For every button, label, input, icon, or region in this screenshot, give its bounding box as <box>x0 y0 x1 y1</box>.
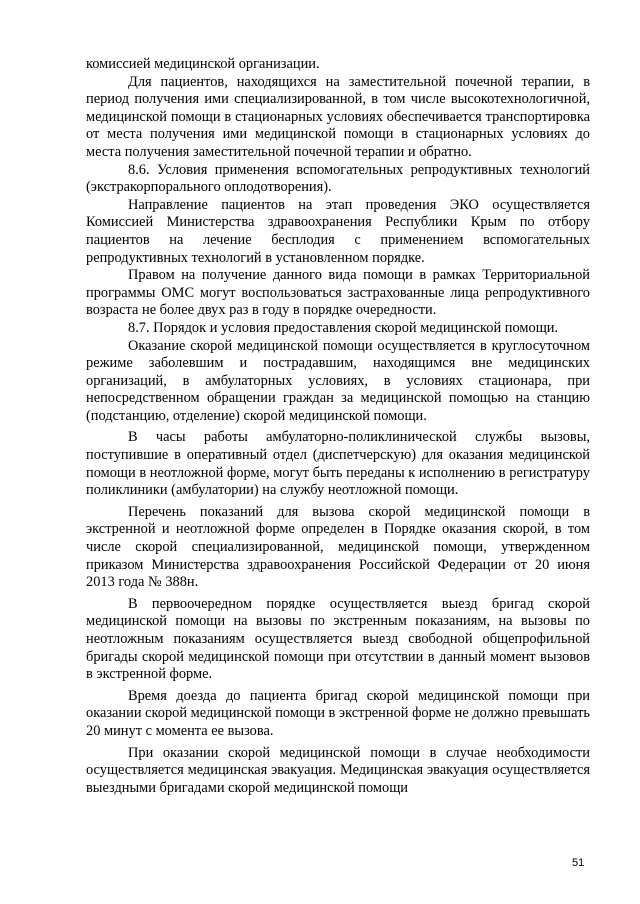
paragraph-10: В первоочередном порядке осуществляется выезд бригад скорой медицинской помощи на вызовы по экстренным показаниям, на вызовы по неотложным показаниям осуществляется выезд свободной общепрофильной бригады скорой медицинской помощи при отсутствии в данный момент вызовов в экстренной форме. <box>86 595 590 683</box>
paragraph-9: Перечень показаний для вызова скорой медицинской помощи в экстренной и неотложной форме определен в Порядке оказания скорой, в том числе скорой специализированной, медицинской помощи, утвержденном приказом Министерства здравоохранения Российской Федерации от 20 июня 2013 года № 388н. <box>86 503 590 591</box>
paragraph-1: комиссией медицинской организации. <box>86 56 320 72</box>
paragraph-11: Время доезда до пациента бригад скорой медицинской помощи при оказании скорой медицинской помощи в экстренной форме не должно превышать 20 минут с момента ее вызова. <box>86 687 590 739</box>
paragraph-8: В часы работы амбулаторно-поликлинической службы вызовы, поступившие в оперативный отдел (диспетчерскую) для оказания медицинской помощи в неотложной форме, могут быть переданы к исполнению в регистратуру поликлиники (амбулатории) на службу неотложной помощи. <box>86 429 590 499</box>
paragraph-4: Направление пациентов на этап проведения ЭКО осуществляется Комиссией Министерства здравоохранения Республики Крым по отбору пациентов на лечение бесплодия с применением вспомогательных репродуктивных технологий в установленном порядке. <box>86 196 590 266</box>
paragraph-12: При оказании скорой медицинской помощи в случае необходимости осуществляется медицинская эвакуация. Медицинская эвакуация осуществляется выездными бригадами скорой медицинской помощи <box>86 744 590 796</box>
section-heading-8-6: 8.6. Условия применения вспомогательных репродуктивных технологий (экстракорпорального оплодотворения). <box>86 161 590 196</box>
document-body <box>86 56 590 797</box>
page-number: 51 <box>572 857 585 869</box>
paragraph-2: Для пациентов, находящихся на заместительной почечной терапии, в период получения ими специализированной, в том числе высокотехнологичной, медицинской помощи в стационарных условиях обеспечивается транспортировка от места получения ими медицинской помощи в стационарных условиях до места получения заместительной почечной терапии и обратно. <box>86 73 590 160</box>
section-heading-8-7: 8.7. Порядок и условия предоставления скорой медицинской помощи. <box>128 319 559 336</box>
paragraph-7: Оказание скорой медицинской помощи осуществляется в круглосуточном режиме заболевшим и пострадавшим, находящимся вне медицинских организаций, в амбулаторных условиях, в условиях стационара, при непосредственном обращении граждан за медицинской помощью на станцию (подстанцию, отделение) скорой медицинской помощи. <box>86 337 590 424</box>
paragraph-5: Правом на получение данного вида помощи в рамках Территориальной программы ОМС могут воспользоваться застрахованные лица репродуктивного возраста не более двух раз в году в порядке очередности. <box>86 267 590 319</box>
